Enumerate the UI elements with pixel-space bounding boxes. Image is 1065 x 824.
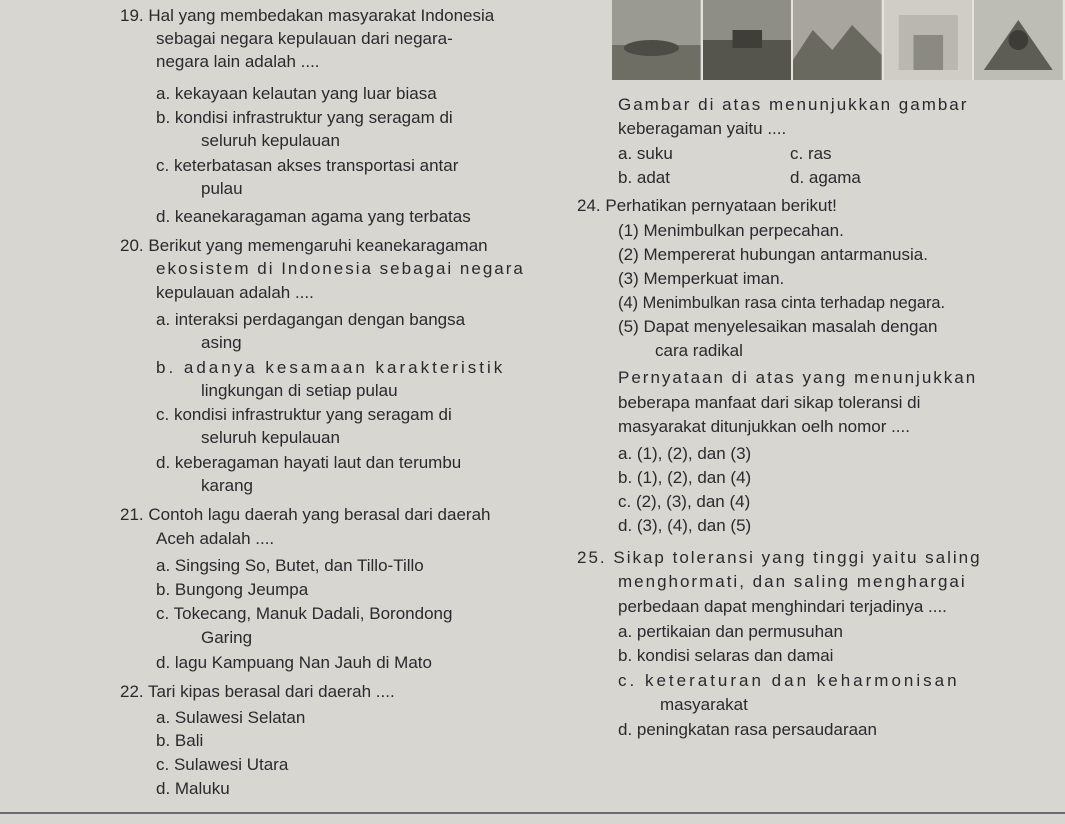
- q24-statement-2: (2) Mempererat hubungan antarmanusia.: [618, 245, 928, 264]
- q24-question-line2: beberapa manfaat dari sikap toleransi di: [618, 393, 921, 412]
- q25-option-c-line1: c. keteraturan dan keharmonisan: [618, 671, 960, 690]
- q19-stem-line3: negara lain adalah ....: [156, 52, 320, 71]
- q24-statement-5-cont: cara radikal: [655, 341, 743, 360]
- q21-stem-line2: Aceh adalah ....: [156, 529, 275, 548]
- q21-option-a: a. Singsing So, Butet, dan Tillo-Tillo: [156, 556, 424, 575]
- photo-4: [884, 0, 975, 80]
- q24-option-b: b. (1), (2), dan (4): [618, 468, 752, 487]
- q24-option-d: d. (3), (4), dan (5): [618, 516, 752, 535]
- q20-option-d-line2: karang: [201, 476, 253, 495]
- q20-option-d-line1: d. keberagaman hayati laut dan terumbu: [156, 453, 462, 472]
- q22-option-c: c. Sulawesi Utara: [156, 755, 289, 774]
- q21-option-c-line2: Garing: [201, 628, 253, 647]
- q19-stem-line2: sebagai negara kepulauan dari negara-: [156, 29, 453, 48]
- q24-statement-3: (3) Memperkuat iman.: [618, 269, 785, 288]
- photo-5: [974, 0, 1065, 80]
- q24-question-line3: masyarakat ditunjukkan oelh nomor ....: [618, 417, 910, 436]
- photo-1: [612, 0, 703, 80]
- q20-option-c-line2: seluruh kepulauan: [201, 428, 340, 447]
- q19-option-b-line2: seluruh kepulauan: [201, 131, 340, 150]
- q21-option-d: d. lagu Kampuang Nan Jauh di Mato: [156, 653, 432, 672]
- q22-option-a: a. Sulawesi Selatan: [156, 708, 306, 727]
- q21-option-b: b. Bungong Jeumpa: [156, 580, 309, 599]
- q24-statement-1: (1) Menimbulkan perpecahan.: [618, 221, 844, 240]
- q25-option-b: b. kondisi selaras dan damai: [618, 646, 834, 665]
- q20-option-c-line1: c. kondisi infrastruktur yang seragam di: [156, 405, 452, 424]
- q20-option-a-line2: asing: [201, 333, 242, 352]
- q24-stem: 24. Perhatikan pernyataan berikut!: [577, 196, 837, 215]
- q19-stem-line1: 19. Hal yang membedakan masyarakat Indonesia: [120, 6, 495, 25]
- q23-option-b: b. adat: [618, 168, 670, 187]
- q23-option-c: c. ras: [790, 144, 832, 163]
- q25-stem-line2: menghormati, dan saling menghargai: [618, 572, 967, 591]
- q19-option-c-line1: c. keterbatasan akses transportasi antar: [156, 156, 459, 175]
- q23-option-a: a. suku: [618, 144, 673, 163]
- q24-option-a: a. (1), (2), dan (3): [618, 444, 752, 463]
- q24-option-c: c. (2), (3), dan (4): [618, 492, 751, 511]
- q22-option-d: d. Maluku: [156, 779, 230, 798]
- q19-option-d: d. keanekaragaman agama yang terbatas: [156, 207, 471, 226]
- q22-stem: 22. Tari kipas berasal dari daerah ....: [120, 682, 395, 701]
- q25-option-c-line2: masyarakat: [660, 695, 748, 714]
- q25-stem-line1: 25. Sikap toleransi yang tinggi yaitu saling: [577, 548, 982, 567]
- q24-question-line1: Pernyataan di atas yang menunjukkan: [618, 368, 978, 387]
- q21-stem-line1: 21. Contoh lagu daerah yang berasal dari daerah: [120, 505, 491, 524]
- q23-option-d: d. agama: [790, 168, 861, 187]
- q20-option-a-line1: a. interaksi perdagangan dengan bangsa: [156, 310, 466, 329]
- photo-3: [793, 0, 884, 80]
- q24-statement-4: (4) Menimbulkan rasa cinta terhadap negara.: [618, 294, 946, 312]
- q24-statement-5: (5) Dapat menyelesaikan masalah dengan: [618, 317, 938, 336]
- q19-option-c-line2: pulau: [201, 179, 243, 198]
- q20-stem-line3: kepulauan adalah ....: [156, 283, 314, 302]
- q19-option-b-line1: b. kondisi infrastruktur yang seragam di: [156, 108, 453, 127]
- q25-option-d: d. peningkatan rasa persaudaraan: [618, 720, 877, 739]
- photo-2: [703, 0, 794, 80]
- bottom-divider: [0, 812, 1065, 814]
- q25-option-a: a. pertikaian dan permusuhan: [618, 622, 843, 641]
- q25-stem-line3: perbedaan dapat menghindari terjadinya ....: [618, 597, 947, 616]
- q20-stem-line2: ekosistem di Indonesia sebagai negara: [156, 259, 525, 278]
- q20-option-b-line1: b. adanya kesamaan karakteristik: [156, 358, 506, 377]
- q20-stem-line1: 20. Berikut yang memengaruhi keanekaragaman: [120, 236, 488, 255]
- diversity-photo-strip: [612, 0, 1065, 80]
- q23-stem-line1: Gambar di atas menunjukkan gambar: [618, 95, 969, 114]
- q23-stem-line2: keberagaman yaitu ....: [618, 119, 787, 138]
- q20-option-b-line2: lingkungan di setiap pulau: [201, 381, 398, 400]
- q22-option-b: b. Bali: [156, 731, 204, 750]
- q19-option-a: a. kekayaan kelautan yang luar biasa: [156, 84, 437, 103]
- q21-option-c-line1: c. Tokecang, Manuk Dadali, Borondong: [156, 604, 453, 623]
